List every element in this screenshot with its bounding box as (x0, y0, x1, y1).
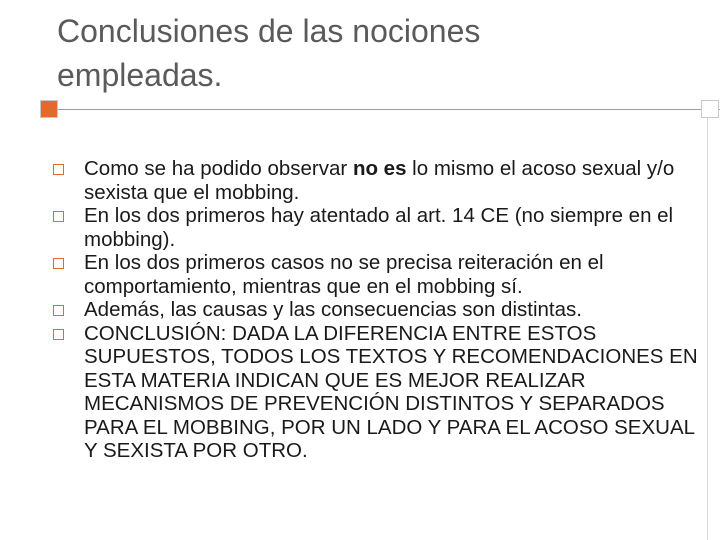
title-divider (40, 100, 720, 118)
bullet-4-text: Además, las causas y las consecuencias son distintas. (84, 298, 582, 321)
list-item (53, 157, 698, 204)
square-bullet-icon (53, 211, 64, 222)
bullet-1-pre: Como se ha podido observar (84, 157, 353, 180)
bullet-list (53, 157, 698, 463)
list-item (53, 204, 698, 251)
list-item (53, 322, 698, 463)
outline-square-icon (701, 100, 719, 118)
square-bullet-icon (53, 258, 64, 269)
bullet-1-post: lo mismo el acoso sexual y/o sexista que el mobbing. (84, 157, 675, 204)
bullet-3-text: En los dos primeros casos no se precisa reiteración en el comportamiento, mientras que en el mobbing sí. (84, 251, 604, 298)
slide-title (57, 9, 657, 97)
list-item (53, 251, 698, 298)
accent-square-icon (40, 100, 58, 118)
bullet-2-text: En los dos primeros hay atentado al art. 14 CE (no siempre en el mobbing). (84, 204, 674, 251)
right-vertical-line (707, 118, 708, 540)
divider-line (40, 109, 720, 110)
slide-title-line-1: Conclusiones de las nociones (57, 13, 481, 49)
slide-title-line-2: empleadas. (57, 57, 223, 93)
bullet-5-text: CONCLUSIÓN: DADA LA DIFERENCIA ENTRE ESTOS SUPUESTOS, TODOS LOS TEXTOS Y RECOMENDACIONES EN ESTA MATERIA INDICAN QUE ES MEJOR REALIZAR MECANISMOS DE PREVENCIÓN DISTINTOS Y SEPARADOS PARA EL MOBBING, POR UN LADO Y PARA EL ACOSO SEXUAL Y SEXISTA POR OTRO. (84, 321, 698, 462)
bullet-1-bold: no es (352, 157, 407, 180)
square-bullet-icon (53, 164, 64, 175)
square-bullet-icon (53, 305, 64, 316)
list-item (53, 298, 698, 322)
square-bullet-icon (53, 329, 64, 340)
